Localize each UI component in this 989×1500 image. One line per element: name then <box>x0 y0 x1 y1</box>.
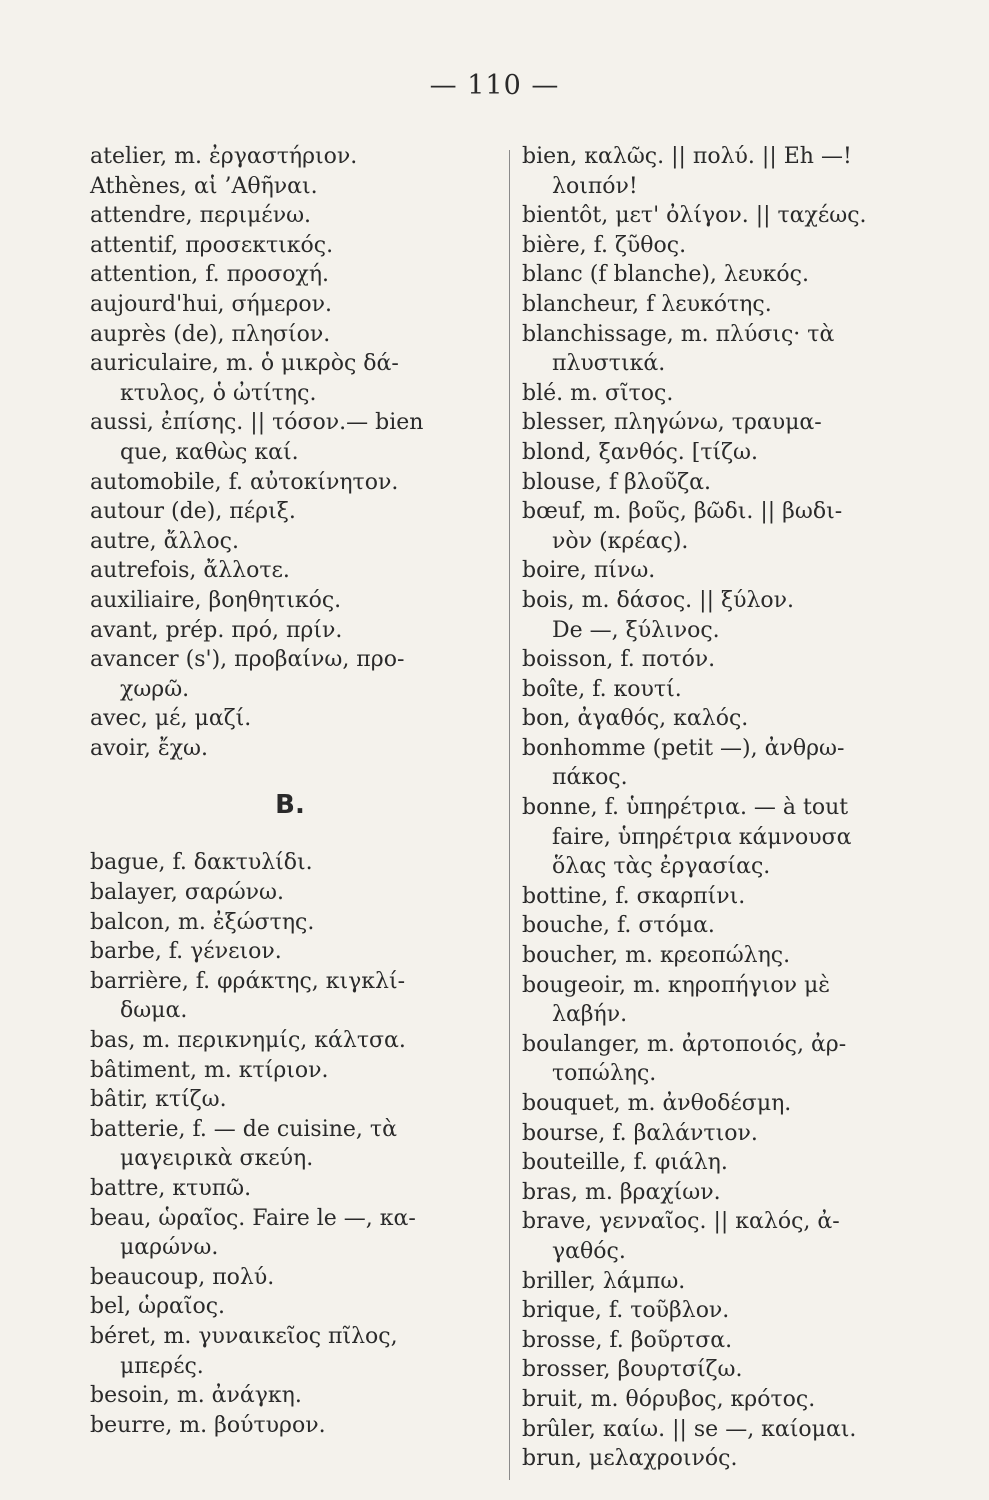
dictionary-entry-line: avec, μέ, μαζί. <box>90 706 252 732</box>
dictionary-entry-line: balcon, m. ἐξώστης. <box>90 909 315 935</box>
page-number: — 110 — <box>429 70 560 101</box>
dictionary-entry-line: bague, f. δακτυλίδι. <box>90 850 313 876</box>
dictionary-entry-line: avant, prép. πρό, πρίν. <box>90 617 343 643</box>
dictionary-entry-line: besoin, m. ἀνάγκη. <box>90 1383 302 1409</box>
dictionary-entry-line: autre, ἄλλος. <box>90 528 239 554</box>
dictionary-entry-line: que, καθὼς καί. <box>120 439 299 465</box>
dictionary-entry-line: auriculaire, m. ὁ μικρὸς δά- <box>90 351 399 377</box>
dictionary-entry-line: auxiliaire, βοηθητικός. <box>90 587 342 613</box>
dictionary-entry-line: automobile, f. αὐτοκίνητον. <box>90 469 399 495</box>
dictionary-entry-line: attentif, προσεκτικός. <box>90 232 334 258</box>
dictionary-entry-line: λαβήν. <box>552 1002 628 1028</box>
dictionary-entry-line: atelier, m. ἐργαστήριον. <box>90 144 358 169</box>
dictionary-entry-line: attendre, περιμένω. <box>90 203 312 229</box>
dictionary-entry-line: τοπώλης. <box>552 1061 657 1087</box>
dictionary-entry-line: battre, κτυπῶ. <box>90 1176 252 1201</box>
dictionary-entry-line: χωρῶ. <box>120 676 190 702</box>
dictionary-entry-line: νὸν (κρέας). <box>552 528 689 554</box>
dictionary-entry-line: beau, ὡραῖος. Faire le —, κα- <box>90 1205 416 1231</box>
dictionary-entry-line: bouteille, f. φιάλη. <box>522 1150 728 1176</box>
dictionary-entry-line: Athènes, αἱ ’Αθῆναι. <box>90 173 318 199</box>
dictionary-entry-line: batterie, f. — de cuisine, τὰ <box>90 1116 397 1142</box>
dictionary-entry-line: κτυλος, ὁ ὠτίτης. <box>120 380 317 406</box>
dictionary-entry-line: bruit, m. θόρυβος, κρότος. <box>522 1386 816 1412</box>
dictionary-entry-line: bientôt, μετ' ὀλίγον. || ταχέως. <box>522 203 867 229</box>
dictionary-entry-line: brun, μελαχροινός. <box>522 1446 738 1472</box>
dictionary-entry-line: autrefois, ἄλλοτε. <box>90 558 290 584</box>
dictionary-entry-line: aujourd'hui, σήμερον. <box>90 291 332 317</box>
dictionary-entry-line: briller, λάμπω. <box>522 1268 686 1294</box>
dictionary-entry-line: De —, ξύλινος. <box>552 617 720 643</box>
dictionary-entry-line: bois, m. δάσος. || ξύλον. <box>522 587 795 613</box>
dictionary-entry-line: bœuf, m. βοῦς, βῶδι. || βωδι- <box>522 499 843 525</box>
dictionary-entry-line: ὅλας τὰς ἐργασίας. <box>552 854 771 880</box>
left-column <box>90 142 490 1440</box>
dictionary-entry-line: boire, πίνω. <box>522 558 656 584</box>
dictionary-entry-line: beurre, m. βούτυρον. <box>90 1412 326 1438</box>
dictionary-entry-line: avoir, ἔχω. <box>90 735 208 761</box>
dictionary-entry-line: γαθός. <box>552 1238 626 1264</box>
dictionary-entry-line: μαγειρικὰ σκεύη. <box>120 1146 314 1172</box>
dictionary-entry-line: blouse, f βλοῦζα. <box>522 469 712 495</box>
section-letter-b: B. <box>275 790 305 821</box>
dictionary-entry-line: blond, ξανθός. [τίζω. <box>522 439 758 465</box>
dictionary-entry-line: bougeoir, m. κηροπήγιον μὲ <box>522 972 831 998</box>
dictionary-entry-line: barrière, f. φράκτης, κιγκλί- <box>90 968 406 994</box>
dictionary-entry-line: auprès (de), πλησίον. <box>90 321 331 347</box>
dictionary-entry-line: bouche, f. στόμα. <box>522 913 715 939</box>
dictionary-entry-line: beaucoup, πολύ. <box>90 1264 275 1290</box>
dictionary-entry-line: bonne, f. ὑπηρέτρια. — à tout <box>522 795 849 821</box>
dictionary-entry-line: bourse, f. βαλάντιον. <box>522 1120 758 1146</box>
right-column <box>522 142 932 1474</box>
dictionary-entry-line: blancheur, f λευκότης. <box>522 291 772 317</box>
dictionary-entry-line: boulanger, m. ἀρτοποιός, ἀρ- <box>522 1031 847 1057</box>
dictionary-entry-line: δωμα. <box>120 998 188 1024</box>
dictionary-entry-line: barbe, f. γένειον. <box>90 939 282 965</box>
dictionary-entry-line: bras, m. βραχίων. <box>522 1179 721 1205</box>
dictionary-entry-line: bel, ὡραῖος. <box>90 1294 226 1320</box>
dictionary-entry-line: πάκος. <box>552 765 628 791</box>
dictionary-entry-line: béret, m. γυναικεῖος πῖλος, <box>90 1323 398 1349</box>
column-divider <box>509 150 510 1480</box>
dictionary-entry-line: balayer, σαρώνω. <box>90 880 284 906</box>
dictionary-entry-line: bâtiment, m. κτίριον. <box>90 1057 329 1083</box>
dictionary-entry-line: μαρώνω. <box>120 1235 219 1261</box>
dictionary-entry-line: bon, ἀγαθός, καλός. <box>522 706 749 732</box>
dictionary-entry-line: bien, καλῶς. || πολύ. || Eh —! <box>522 144 852 169</box>
dictionary-entry-line: πλυστικά. <box>552 351 666 377</box>
dictionary-entry-line: λοιπόν! <box>552 173 638 199</box>
dictionary-entry-line: blanc (f blanche), λευκός. <box>522 262 809 288</box>
dictionary-entry-line: brosse, f. βοῦρτσα. <box>522 1327 733 1353</box>
dictionary-entry-line: autour (de), πέριξ. <box>90 499 296 525</box>
entries-group-b <box>90 848 490 1440</box>
dictionary-entry-line: boîte, f. κουτί. <box>522 676 682 702</box>
dictionary-entry-line: bonhomme (petit —), ἀνθρω- <box>522 735 845 761</box>
dictionary-entry-line: brûler, καίω. || se —, καίομαι. <box>522 1416 857 1442</box>
dictionary-entry-line: brosser, βουρτσίζω. <box>522 1357 743 1383</box>
dictionary-entry-line: bâtir, κτίζω. <box>90 1087 227 1113</box>
dictionary-entry-line: aussi, ἐπίσης. || τόσον.— bien <box>90 410 424 436</box>
dictionary-entry-line: bière, f. ζῦθος. <box>522 232 687 258</box>
dictionary-entry-line: bouquet, m. ἀνθοδέσμη. <box>522 1091 792 1116</box>
dictionary-entry-line: avancer (s'), προβαίνω, προ- <box>90 647 405 673</box>
dictionary-entry-line: brique, f. τοῦβλον. <box>522 1298 730 1324</box>
dictionary-entry-line: attention, f. προσοχή. <box>90 262 330 288</box>
dictionary-entry-line: bas, m. περικνημίς, κάλτσα. <box>90 1028 406 1054</box>
dictionary-entry-line: bottine, f. σκαρπίνι. <box>522 883 746 909</box>
dictionary-entry-line: brave, γενναῖος. || καλός, ἀ- <box>522 1209 840 1235</box>
dictionary-entry-line: μπερές. <box>120 1353 204 1379</box>
entries-group-a <box>90 142 490 763</box>
dictionary-entry-line: blanchissage, m. πλύσις· τὰ <box>522 321 835 347</box>
dictionary-entry-line: faire, ὑπηρέτρια κάμνουσα <box>552 824 852 850</box>
dictionary-entry-line: boucher, m. κρεοπώλης. <box>522 943 791 969</box>
dictionary-entry-line: blé. m. σῖτος. <box>522 380 674 406</box>
dictionary-entry-line: blesser, πληγώνω, τραυμα- <box>522 410 822 436</box>
dictionary-entry-line: boisson, f. ποτόν. <box>522 647 716 673</box>
